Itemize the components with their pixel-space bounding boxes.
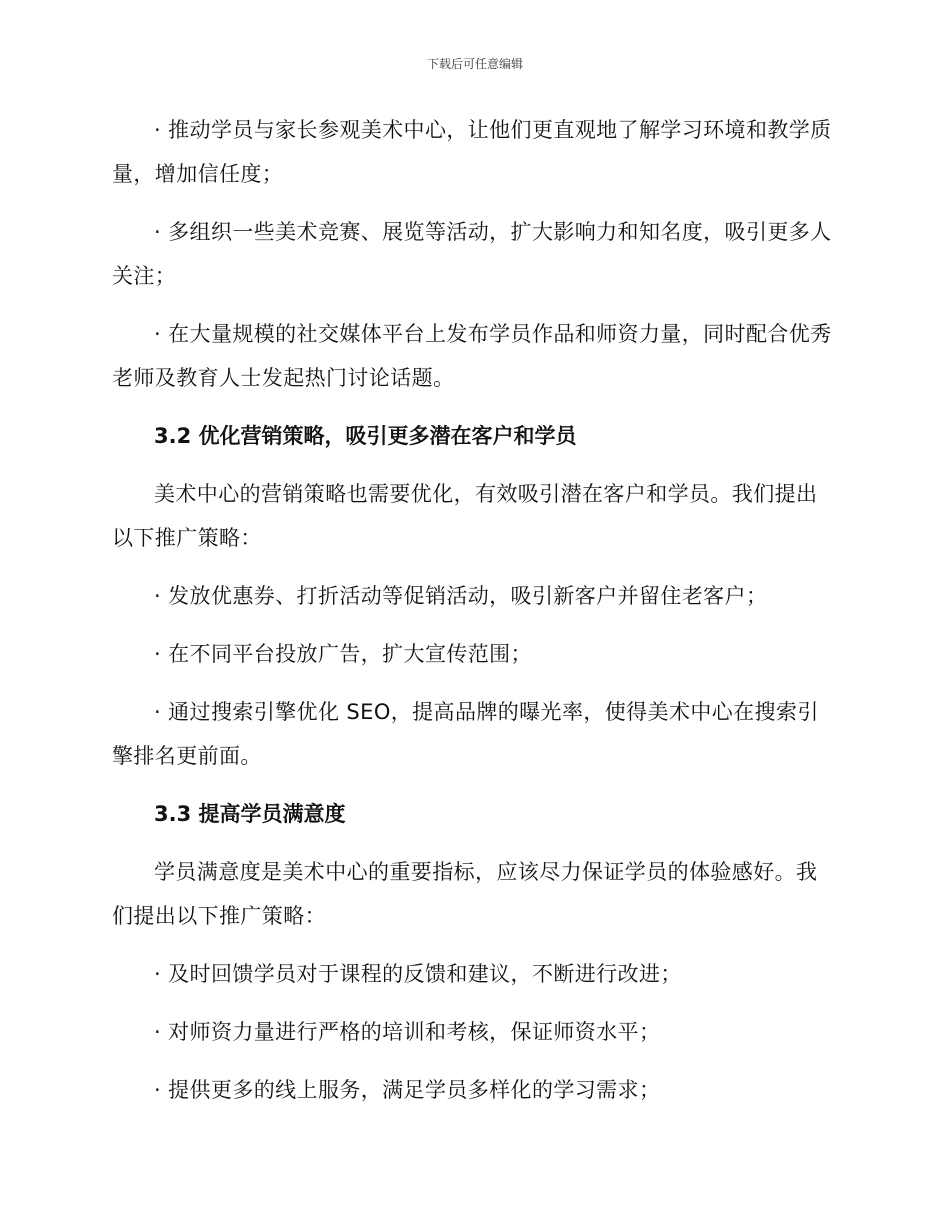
bullet-paragraph: · 通过搜索引擎优化 SEO，提高品牌的曝光率，使得美术中心在搜索引擎排名更前面。 [112, 700, 819, 768]
bullet-paragraph: · 在不同平台投放广告，扩大宣传范围； [154, 642, 532, 666]
bullet-paragraph: · 发放优惠券、打折活动等促销活动，吸引新客户并留住老客户； [154, 584, 768, 608]
section-heading-3-2: 3.2 优化营销策略，吸引更多潜在客户和学员 [154, 424, 577, 448]
bullet-paragraph: · 对师资力量进行严格的培训和考核，保证师资水平； [154, 1020, 661, 1044]
header-note: 下载后可任意编辑 [426, 57, 523, 71]
section-heading-3-3: 3.3 提高学员满意度 [154, 802, 346, 826]
body-paragraph: 学员满意度是美术中心的重要指标，应该尽力保证学员的体验感好。我们提出以下推广策略： [112, 860, 818, 928]
bullet-paragraph: · 在大量规模的社交媒体平台上发布学员作品和师资力量，同时配合优秀老师及教育人士发起热门讨论话题。 [112, 322, 832, 390]
document-body [112, 108, 832, 1126]
bullet-paragraph: · 多组织一些美术竞赛、展览等活动，扩大影响力和知名度，吸引更多人关注； [112, 220, 832, 288]
bullet-paragraph: · 推动学员与家长参观美术中心，让他们更直观地了解学习环境和教学质量，增加信任度； [112, 118, 832, 186]
body-paragraph: 美术中心的营销策略也需要优化，有效吸引潜在客户和学员。我们提出以下推广策略： [112, 482, 818, 550]
bullet-paragraph: · 及时回馈学员对于课程的反馈和建议，不断进行改进； [154, 962, 682, 986]
bullet-paragraph: · 提供更多的线上服务，满足学员多样化的学习需求； [154, 1078, 661, 1102]
